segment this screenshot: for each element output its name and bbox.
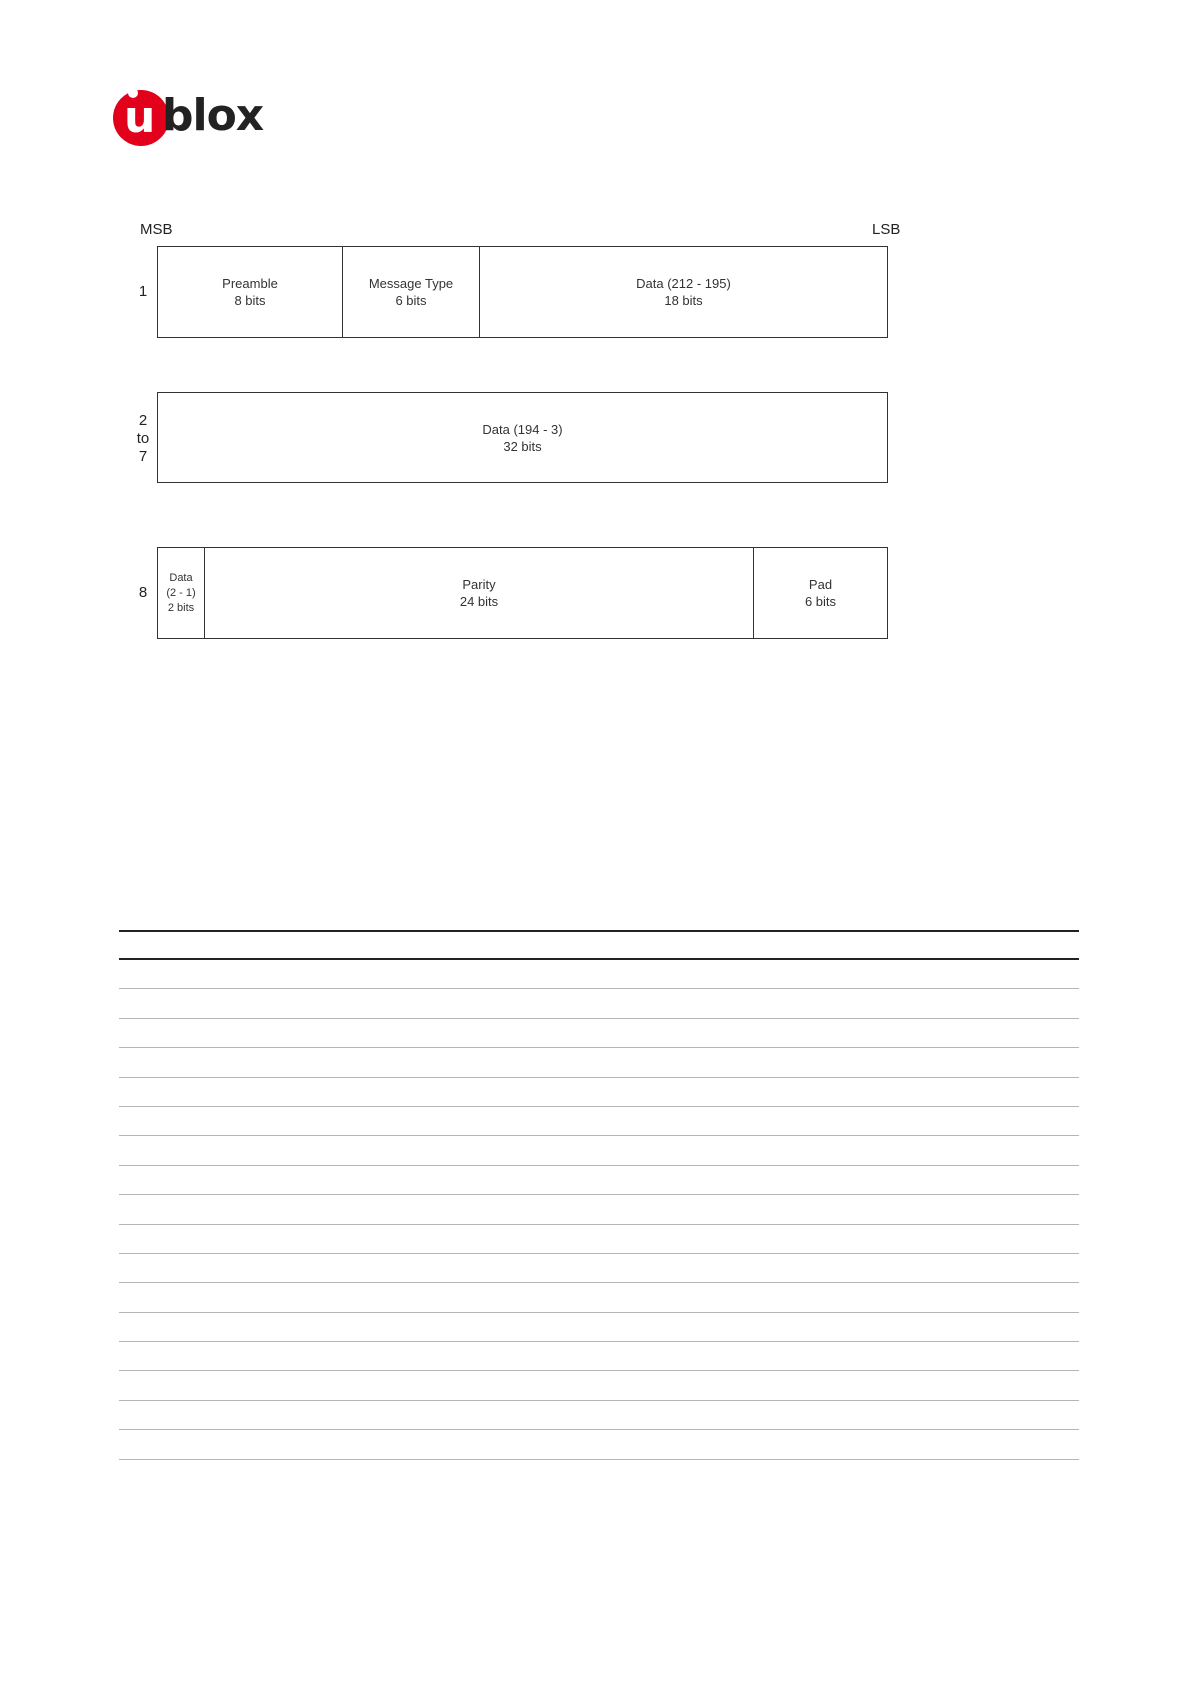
table-cell	[119, 1342, 440, 1371]
field-data-2-1-bits: 2 bits	[167, 601, 195, 614]
table-row	[119, 1165, 1079, 1194]
table-cell	[119, 1430, 440, 1459]
field-pad-name: Pad	[808, 577, 833, 592]
table-row	[119, 1253, 1079, 1282]
table-cell	[440, 1195, 601, 1224]
field-preamble-name: Preamble	[222, 276, 278, 291]
table-cell	[601, 1312, 1080, 1341]
field-data-2-1-range: (2 - 1)	[166, 586, 196, 599]
table-cell	[119, 931, 440, 959]
table-cell	[440, 1283, 601, 1312]
table-cell	[601, 1400, 1080, 1429]
word-index-line-to: to	[136, 430, 150, 447]
table-cell	[601, 1106, 1080, 1135]
table-row	[119, 959, 1079, 989]
field-data-212-195	[479, 247, 887, 337]
field-parity-name: Parity	[462, 577, 496, 592]
table-header-row	[119, 931, 1079, 959]
table-cell	[601, 1253, 1080, 1282]
table-cell	[440, 1312, 601, 1341]
table-cell	[601, 1371, 1080, 1400]
field-pad-bits: 6 bits	[804, 594, 837, 609]
table-cell	[119, 1224, 440, 1253]
field-data-2-1-name: Data	[169, 571, 193, 584]
table-cell	[601, 1224, 1080, 1253]
table-row	[119, 1224, 1079, 1253]
table-cell	[601, 1077, 1080, 1106]
table-row	[119, 1048, 1079, 1077]
field-data-194-3	[158, 393, 887, 482]
word-1-box	[157, 246, 888, 338]
table-cell	[440, 1400, 601, 1429]
word-index-line-7: 7	[138, 448, 148, 465]
table-row	[119, 1195, 1079, 1224]
table-cell	[119, 1077, 440, 1106]
table-cell	[440, 1342, 601, 1371]
table-row	[119, 1106, 1079, 1135]
table-cell	[440, 931, 601, 959]
table-row	[119, 989, 1079, 1018]
table-cell	[119, 1165, 440, 1194]
ublox-logo	[113, 88, 273, 148]
table-row	[119, 1342, 1079, 1371]
field-data-212-195-bits: 18 bits	[664, 293, 703, 308]
field-message-type-name: Message Type	[368, 276, 454, 291]
field-message-type	[342, 247, 479, 337]
table-cell	[440, 1253, 601, 1282]
field-parity-bits: 24 bits	[459, 594, 499, 609]
logo-u-glyph: u	[124, 92, 156, 143]
table-cell	[119, 1371, 440, 1400]
table-row	[119, 1400, 1079, 1429]
table-cell	[601, 1195, 1080, 1224]
table-cell	[440, 1371, 601, 1400]
table-cell	[601, 1283, 1080, 1312]
table-cell	[119, 959, 440, 989]
word-2-7-box	[157, 392, 888, 483]
word-index-line-2: 2	[138, 412, 148, 429]
field-preamble	[158, 247, 342, 337]
table-cell	[119, 1253, 440, 1282]
lsb-label: LSB	[872, 221, 901, 238]
word-index-2-to-7	[133, 412, 153, 466]
table-cell	[440, 1224, 601, 1253]
table-cell	[440, 959, 601, 989]
table-cell	[601, 1136, 1080, 1165]
logo-wordmark: blox	[162, 90, 264, 141]
table-row	[119, 1077, 1079, 1106]
table-cell	[440, 989, 601, 1018]
table-cell	[119, 1018, 440, 1047]
table-cell	[119, 1048, 440, 1077]
table-cell	[440, 1018, 601, 1047]
table-cell	[601, 1048, 1080, 1077]
field-data-2-1	[158, 548, 204, 638]
field-message-type-bits: 6 bits	[395, 293, 427, 308]
table-row	[119, 1283, 1079, 1312]
table-row	[119, 1371, 1079, 1400]
table-cell	[601, 1342, 1080, 1371]
word-8-box	[157, 547, 888, 639]
word-index-8: 8	[138, 584, 148, 601]
table-cell	[119, 1312, 440, 1341]
ruled-table	[119, 930, 1079, 1460]
table-cell	[601, 1018, 1080, 1047]
table-cell	[119, 1400, 440, 1429]
table-row	[119, 1136, 1079, 1165]
table-row	[119, 1312, 1079, 1341]
word-index-1: 1	[138, 283, 148, 300]
table-cell	[440, 1430, 601, 1459]
msb-label: MSB	[140, 221, 173, 238]
field-data-194-3-bits: 32 bits	[503, 438, 542, 454]
table-cell	[601, 931, 1080, 959]
table-cell	[601, 959, 1080, 989]
table-cell	[440, 1048, 601, 1077]
table-row	[119, 1430, 1079, 1459]
table-cell	[119, 989, 440, 1018]
field-data-212-195-name: Data (212 - 195)	[636, 276, 731, 291]
table-cell	[601, 989, 1080, 1018]
table-cell	[119, 1195, 440, 1224]
field-preamble-bits: 8 bits	[234, 293, 266, 308]
table-cell	[440, 1106, 601, 1135]
table-cell	[119, 1283, 440, 1312]
field-parity	[204, 548, 753, 638]
table-cell	[119, 1106, 440, 1135]
table-cell	[601, 1430, 1080, 1459]
table-cell	[440, 1077, 601, 1106]
table-cell	[601, 1165, 1080, 1194]
table-cell	[119, 1136, 440, 1165]
field-pad	[753, 548, 887, 638]
field-data-194-3-name: Data (194 - 3)	[482, 421, 563, 437]
table-cell	[440, 1165, 601, 1194]
table-row	[119, 1018, 1079, 1047]
table-cell	[440, 1136, 601, 1165]
